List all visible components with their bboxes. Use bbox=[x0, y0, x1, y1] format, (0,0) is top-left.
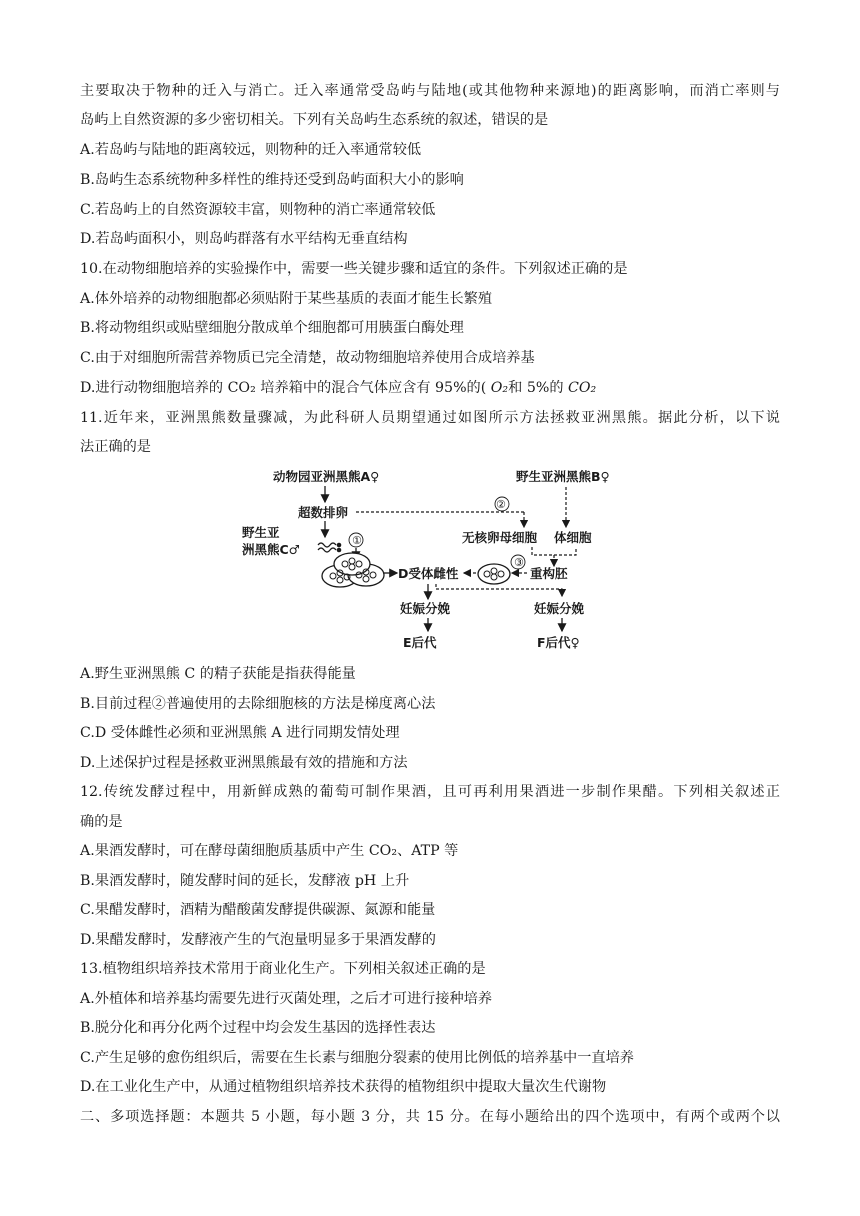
q11-option-b: B.目前过程②普遍使用的去除细胞核的方法是梯度离心法 bbox=[80, 696, 436, 712]
superovulation-label: 超数排卵 bbox=[298, 505, 349, 520]
q10-option-b: B.将动物组织或贴壁细胞分散成单个细胞都可用胰蛋白酶处理 bbox=[80, 320, 464, 336]
wild-bear-b-label: 野生亚洲黑熊B♀ bbox=[516, 469, 610, 484]
q9-option-a: A.若岛屿与陆地的距离较远，则物种的迁入率通常较低 bbox=[80, 142, 422, 158]
pregnancy-right-label: 妊娠分娩 bbox=[534, 601, 585, 616]
q10-option-d-mid: 和 5%的 bbox=[508, 380, 564, 396]
q10-option-d bbox=[80, 378, 596, 398]
q10-option-a: A.体外培养的动物细胞都必须贴附于某些基质的表面才能生长繁殖 bbox=[80, 291, 493, 307]
q13-option-a: A.外植体和培养基均需要先进行灭菌处理，之后才可进行接种培养 bbox=[80, 991, 493, 1007]
recipient-female-d-label: D受体雌性 bbox=[398, 566, 459, 581]
q10-option-d-prefix: D.进行动物细胞培养的 CO₂ 培养箱中的混合气体应含有 95%的( bbox=[80, 380, 487, 396]
bear-cloning-diagram bbox=[240, 465, 620, 657]
q10-stem: 10.在动物细胞培养的实验操作中，需要一些关键步骤和适宜的条件。下列叙述正确的是 bbox=[80, 261, 628, 277]
q11-option-c: C.D 受体雌性必须和亚洲黑熊 A 进行同期发情处理 bbox=[80, 725, 400, 741]
q12-option-b: B.果酒发酵时，随发酵时间的延长，发酵液 pH 上升 bbox=[80, 873, 410, 889]
q12-option-a: A.果酒发酵时，可在酵母菌细胞质基质中产生 CO₂、ATP 等 bbox=[80, 843, 459, 859]
q13-option-d: D.在工业化生产中，从通过植物组织培养技术获得的植物组织中提取大量次生代谢物 bbox=[80, 1079, 607, 1095]
q12-stem-line-2: 确的是 bbox=[80, 814, 123, 830]
wild-bear-c-label-1: 野生亚 bbox=[242, 525, 280, 540]
embryo-cluster bbox=[322, 553, 384, 587]
enucleated-oocyte-label: 无核卵母细胞 bbox=[462, 530, 538, 545]
q12-option-c: C.果醋发酵时，酒精为醋酸菌发酵提供碳源、氮源和能量 bbox=[80, 902, 436, 918]
q11-option-a: A.野生亚洲黑熊 C 的精子获能是指获得能量 bbox=[80, 666, 356, 682]
offspring-f-label: F后代♀ bbox=[537, 635, 580, 650]
q13-option-b: B.脱分化和再分化两个过程中均会发生基因的选择性表达 bbox=[80, 1020, 436, 1036]
reconstructed-embryo-label: 重构胚 bbox=[530, 566, 568, 581]
q9-option-c: C.若岛屿上的自然资源较丰富，则物种的消亡率通常较低 bbox=[80, 202, 436, 218]
step-1-marker: ① bbox=[352, 534, 362, 547]
reconstructed-embryo-icon bbox=[478, 564, 510, 584]
q13-option-c: C.产生足够的愈伤组织后，需要在生长素与细胞分裂素的使用比例低的培养基中一直培养 bbox=[80, 1050, 634, 1066]
q9-stem-line-2: 岛屿上自然资源的多少密切相关。下列有关岛屿生态系统的叙述，错误的是 bbox=[80, 112, 549, 128]
step-3-marker: ③ bbox=[514, 556, 524, 569]
step-2-marker: ② bbox=[496, 498, 506, 511]
q9-option-b: B.岛屿生态系统物种多样性的维持还受到岛屿面积大小的影响 bbox=[80, 172, 464, 188]
wild-bear-c-label-2: 洲黑熊C♂ bbox=[242, 542, 300, 557]
q12-stem-line-1: 12.传统发酵过程中，用新鲜成熟的葡萄可制作果酒，且可再利用果酒进一步制作果醋。下列相关叙述正 bbox=[80, 784, 780, 800]
q13-stem: 13.植物组织培养技术常用于商业化生产。下列相关叙述正确的是 bbox=[80, 961, 486, 977]
q10-option-d-co2: CO₂ bbox=[568, 380, 597, 396]
q10-option-c: C.由于对细胞所需营养物质已完全清楚，故动物细胞培养使用合成培养基 bbox=[80, 350, 535, 366]
q11-stem-line-1: 11.近年来，亚洲黑熊数量骤减，为此科研人员期望通过如图所示方法拯救亚洲黑熊。据此分析，以下说 bbox=[80, 410, 780, 426]
somatic-cell-label: 体细胞 bbox=[554, 530, 592, 545]
zoo-bear-a-label: 动物园亚洲黑熊A♀ bbox=[273, 469, 380, 484]
q10-option-d-o2: O₂ bbox=[490, 380, 509, 396]
q11-option-d: D.上述保护过程是拯救亚洲黑熊最有效的措施和方法 bbox=[80, 755, 408, 771]
sperm-icon bbox=[318, 543, 336, 547]
section-2-heading: 二、多项选择题：本题共 5 小题，每小题 3 分，共 15 分。在每小题给出的四个选项中，有两个或两个以 bbox=[80, 1109, 780, 1125]
offspring-e-label: E后代 bbox=[403, 635, 437, 650]
pregnancy-left-label: 妊娠分娩 bbox=[400, 601, 451, 616]
q12-option-d: D.果醋发酵时，发酵液产生的气泡量明显多于果酒发酵的 bbox=[80, 932, 436, 948]
q9-option-d: D.若岛屿面积小，则岛屿群落有水平结构无垂直结构 bbox=[80, 231, 408, 247]
q9-stem-line-1: 主要取决于物种的迁入与消亡。迁入率通常受岛屿与陆地(或其他物种来源地)的距离影响，而消亡率则与 bbox=[80, 83, 780, 99]
q11-stem-line-2: 法正确的是 bbox=[80, 439, 151, 455]
